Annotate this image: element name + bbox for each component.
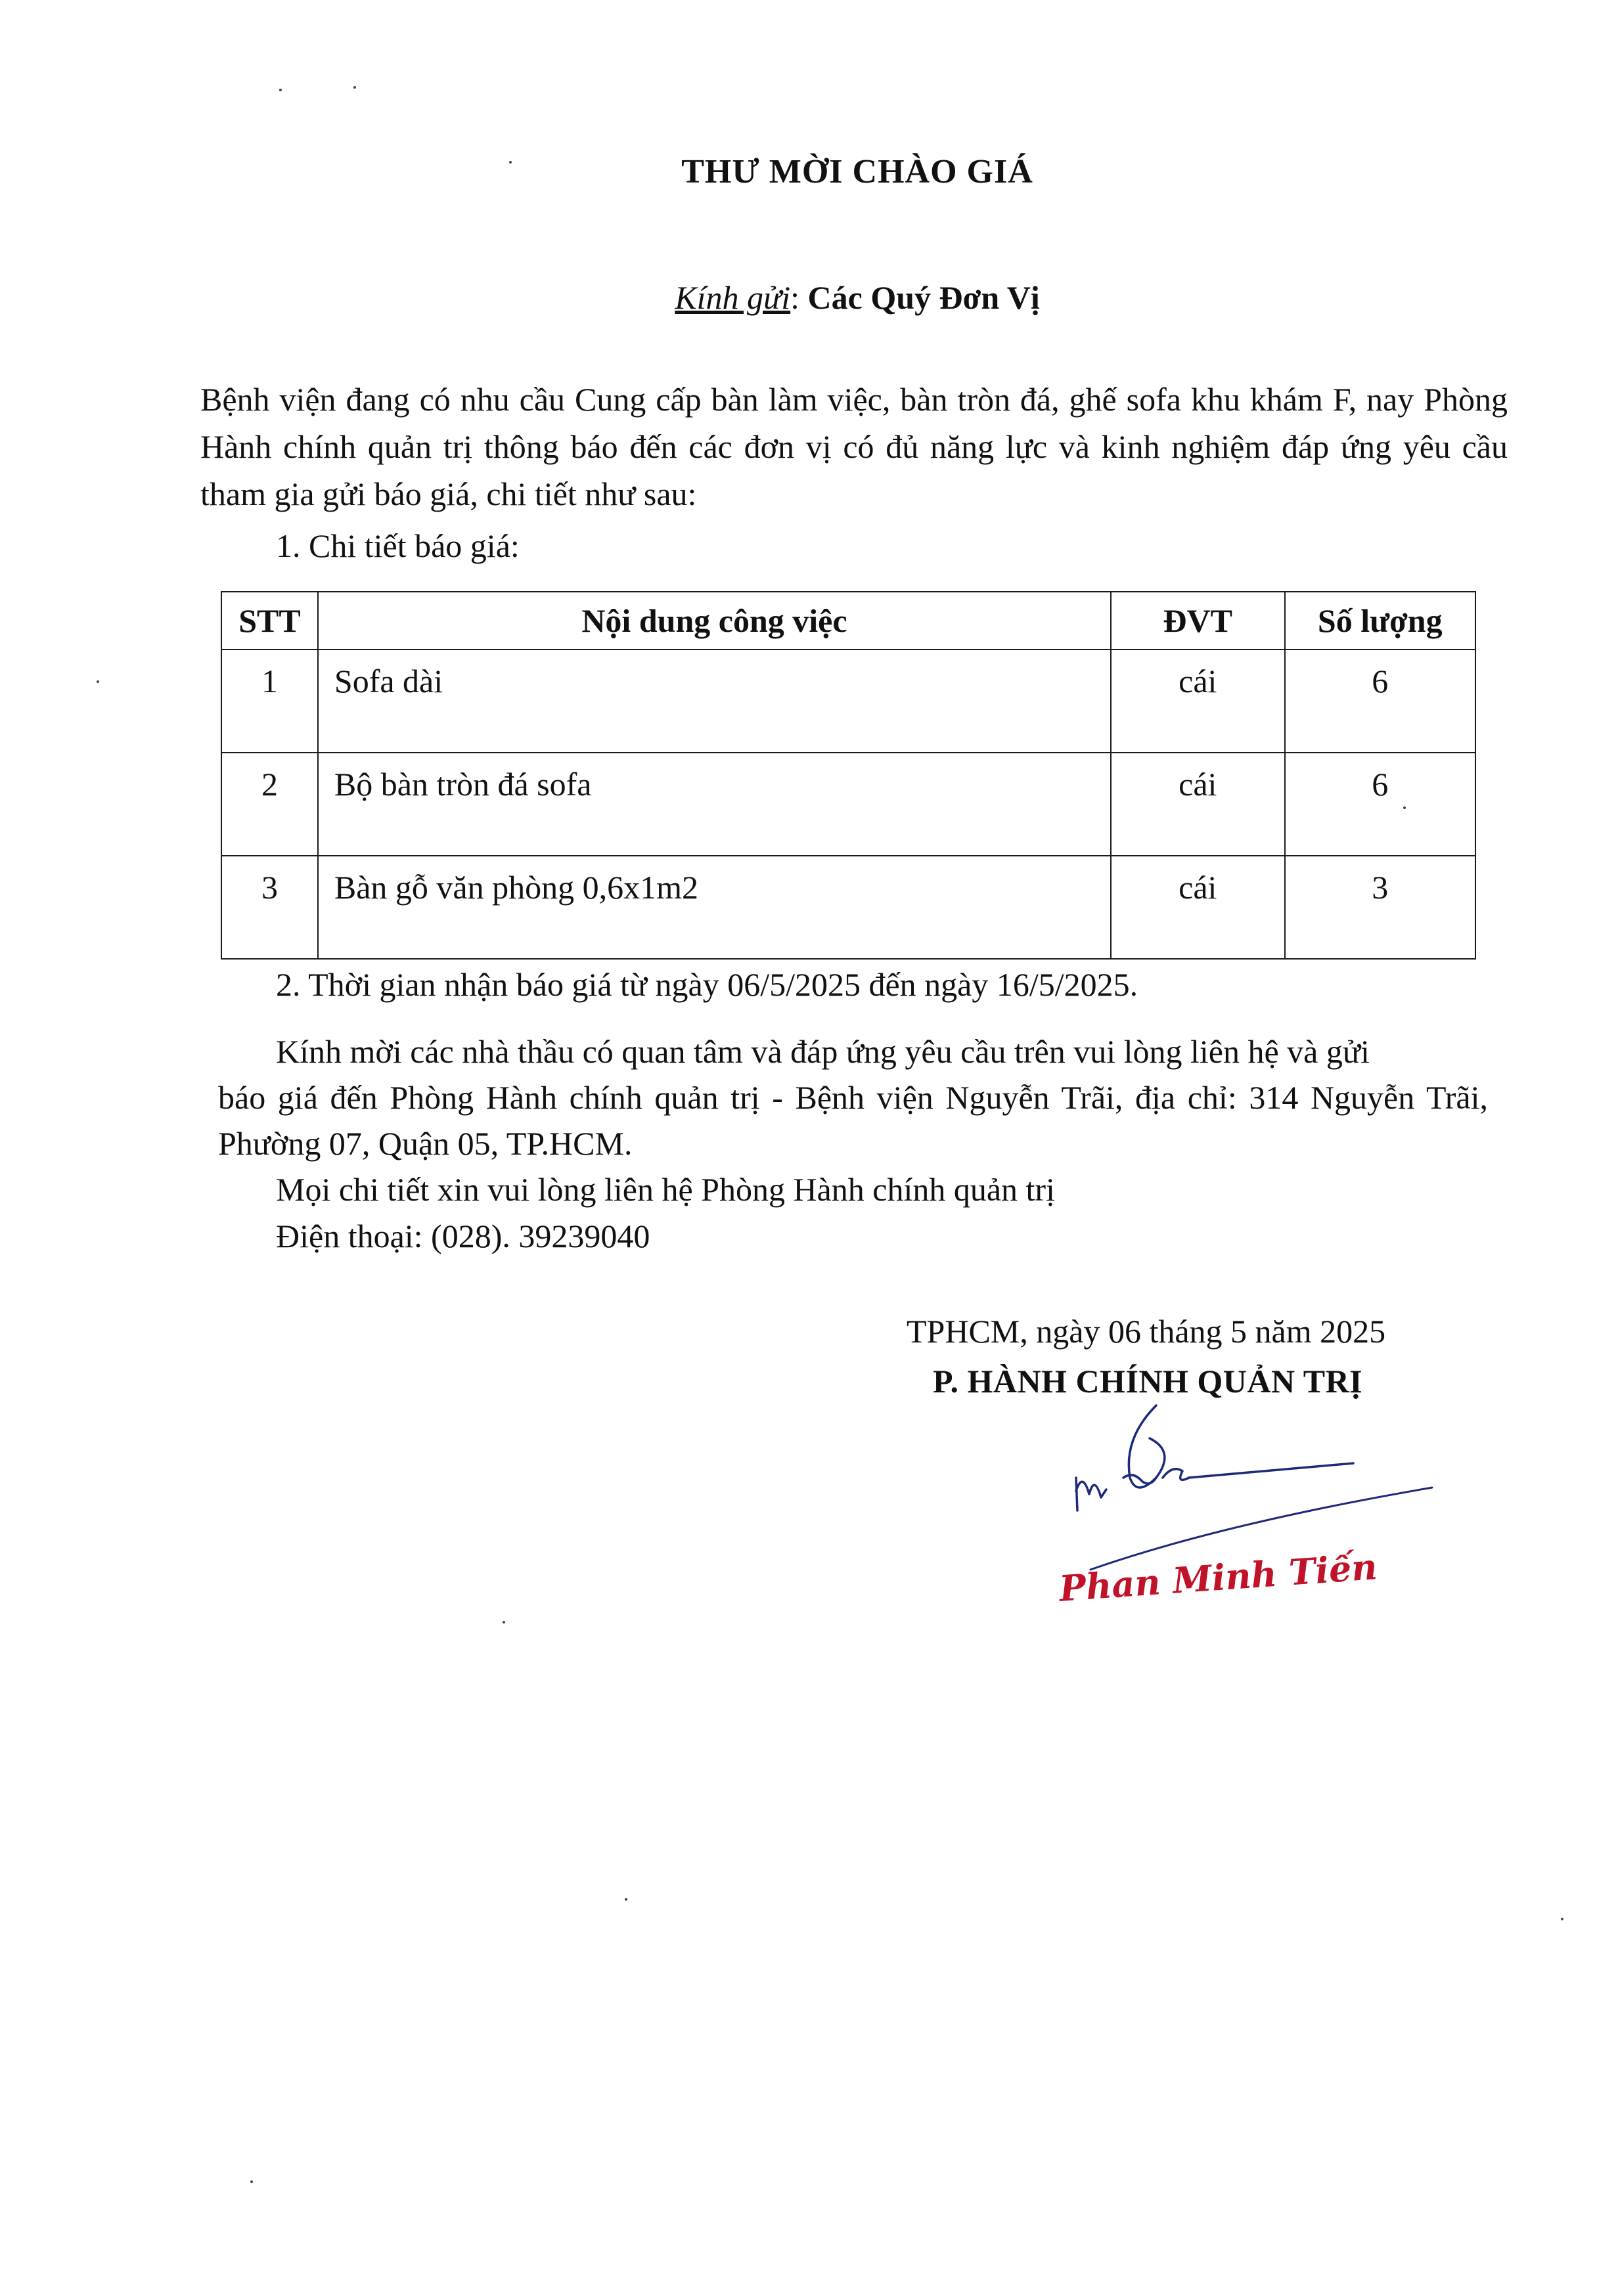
header-quantity: Số lượng — [1285, 592, 1475, 650]
cell-stt: 3 — [221, 856, 318, 959]
cell-unit: cái — [1111, 753, 1285, 856]
scan-speck — [625, 1898, 627, 1901]
section-quote-details: 1. Chi tiết báo giá: — [276, 527, 520, 564]
header-description: Nội dung công việc — [318, 592, 1111, 650]
table-row — [221, 856, 1475, 959]
office-name: P. HÀNH CHÍNH QUẢN TRỊ — [933, 1363, 1363, 1400]
cell-unit: cái — [1111, 856, 1285, 959]
table-row — [221, 753, 1475, 856]
cell-quantity: 6 — [1285, 650, 1475, 753]
header-unit: ĐVT — [1111, 592, 1285, 650]
cell-unit: cái — [1111, 650, 1285, 753]
scan-speck — [1403, 806, 1406, 809]
signer-name: Phan Minh Tiến — [1058, 1545, 1379, 1610]
section-quote-period: 2. Thời gian nhận báo giá từ ngày 06/5/2025 đến ngày 16/5/2025. — [276, 966, 1138, 1003]
scan-speck — [1561, 1918, 1563, 1920]
invitation-first-line: Kính mời các nhà thầu có quan tâm và đáp ứng yêu cầu trên vui lòng liên hệ và gửi — [276, 1033, 1370, 1070]
intro-paragraph: Bệnh viện đang có nhu cầu Cung cấp bàn làm việc, bàn tròn đá, ghế sofa khu khám F, nay Phòng Hành chính quản trị thông báo đến các đơn vị có đủ năng lực và kinh nghiệm đáp ứng yêu cầu tham gia gửi báo giá, chi tiết như sau: — [200, 381, 1508, 512]
scan-speck — [250, 2180, 253, 2183]
cell-description: Bàn gỗ văn phòng 0,6x1m2 — [318, 856, 1111, 959]
cell-description: Bộ bàn tròn đá sofa — [318, 753, 1111, 856]
table-header-row — [221, 592, 1475, 650]
scan-speck — [503, 1621, 505, 1623]
cell-quantity: 6 — [1285, 753, 1475, 856]
document-title: THƯ MỜI CHÀO GIÁ — [681, 153, 1033, 190]
greeting — [0, 278, 1618, 317]
header-stt: STT — [221, 592, 318, 650]
cell-stt: 2 — [221, 753, 318, 856]
scan-speck — [279, 89, 282, 91]
contact-line: Mọi chi tiết xin vui lòng liên hệ Phòng Hành chính quản trị — [276, 1171, 1055, 1208]
greeting-label: Kính gửi — [675, 279, 791, 316]
date-line: TPHCM, ngày 06 tháng 5 năm 2025 — [907, 1313, 1386, 1350]
scan-speck — [353, 86, 356, 89]
quote-table — [221, 591, 1476, 960]
cell-description: Sofa dài — [318, 650, 1111, 753]
cell-stt: 1 — [221, 650, 318, 753]
scan-speck — [509, 161, 512, 164]
recipient: Các Quý Đơn Vị — [807, 279, 1040, 316]
greeting-separator: : — [790, 279, 808, 316]
cell-quantity: 3 — [1285, 856, 1475, 959]
scan-speck — [97, 680, 99, 683]
phone-line: Điện thoại: (028). 39239040 — [276, 1218, 650, 1254]
invitation-continued: báo giá đến Phòng Hành chính quản trị - Bệnh viện Nguyễn Trãi, địa chỉ: 314 Nguyễn Trãi, Phường 07, Quận 05, TP.HCM. — [218, 1079, 1488, 1162]
table-row — [221, 650, 1475, 753]
